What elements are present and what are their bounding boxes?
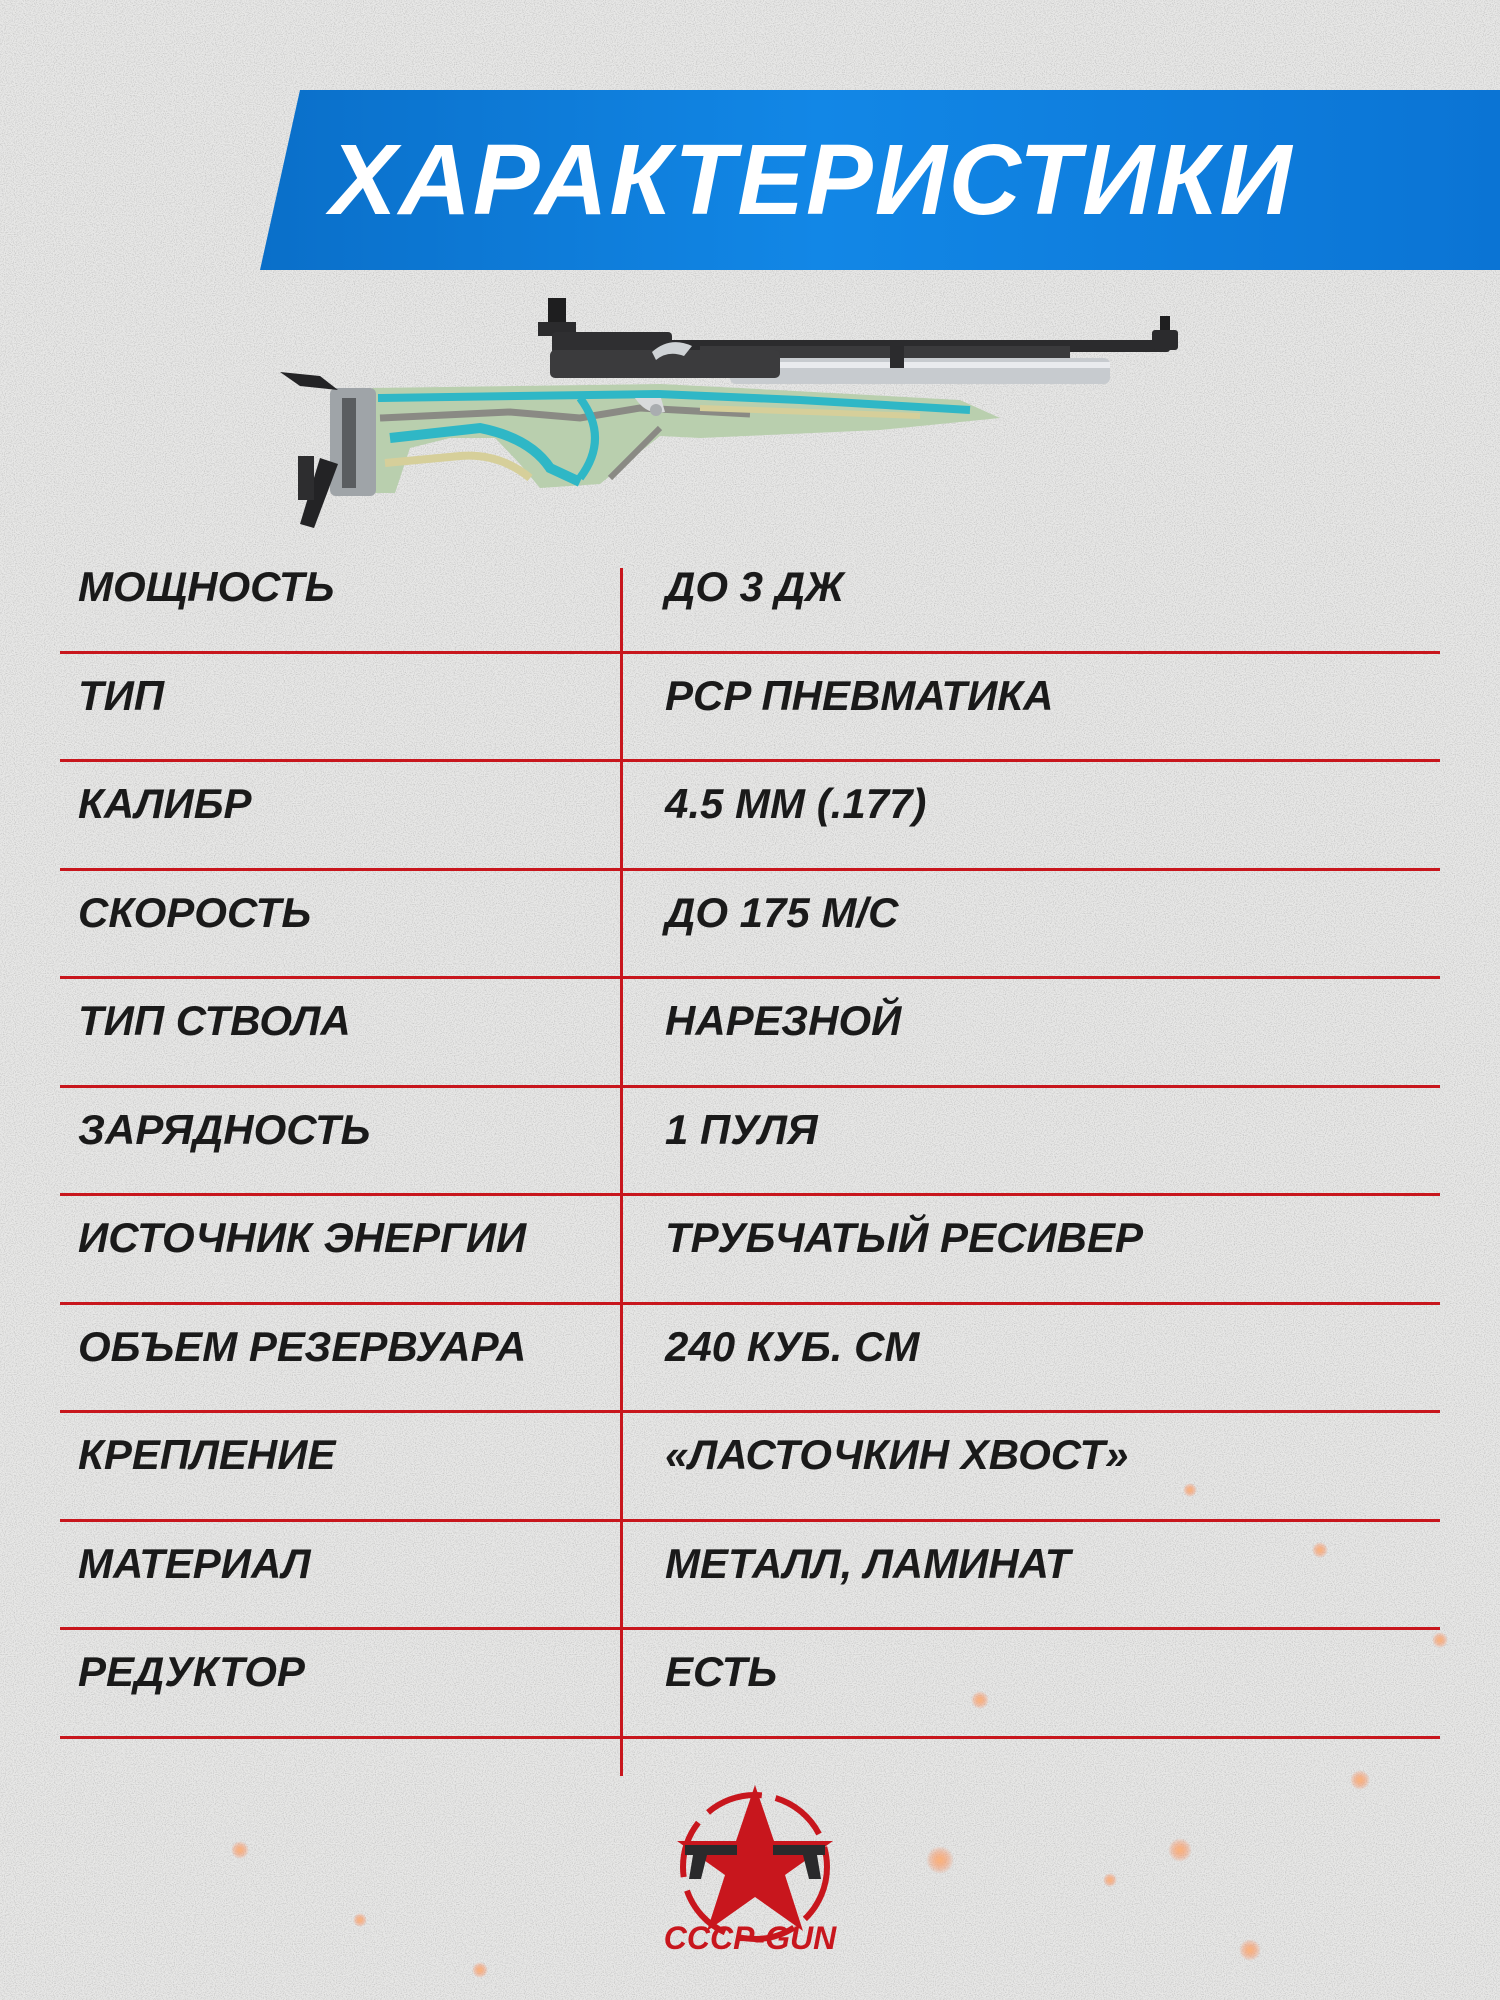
spec-label: ЗАРЯДНОСТЬ (78, 1105, 371, 1153)
spec-value: 4.5 ММ (.177) (665, 780, 927, 827)
spec-value: МЕТАЛЛ, ЛАМИНАТ (665, 1539, 1071, 1587)
spec-value: ЕСТЬ (665, 1648, 778, 1695)
spec-label: ТИП (78, 671, 165, 719)
spec-row-capacity (60, 1088, 1440, 1197)
spec-row-reducer (60, 1630, 1440, 1739)
spec-row-barrel-type (60, 979, 1440, 1088)
air-rifle-image (280, 288, 1220, 543)
spec-label: МОЩНОСТЬ (78, 563, 335, 610)
spec-value: 240 КУБ. СМ (665, 1322, 920, 1370)
spec-value: ДО 175 М/С (665, 888, 899, 936)
spec-value: ТРУБЧАТЫЙ РЕСИВЕР (665, 1214, 1143, 1261)
brand-logo-text: СССР-GUN (663, 1920, 837, 1956)
spec-value: PCP ПНЕВМАТИКА (665, 671, 1054, 719)
spec-row-speed (60, 871, 1440, 980)
spec-label: ТИП СТВОЛА (78, 997, 351, 1044)
specs-table (60, 545, 1440, 1739)
spec-row-energy-source (60, 1196, 1440, 1305)
spec-label: ОБЪЕМ РЕЗЕРВУАРА (78, 1322, 527, 1370)
page-title: ХАРАКТЕРИСТИКИ (330, 124, 1294, 236)
spec-value: ДО 3 ДЖ (665, 563, 844, 610)
column-divider (620, 568, 623, 1776)
spec-row-power (60, 545, 1440, 654)
spec-label: КАЛИБР (78, 780, 252, 827)
spec-row-material (60, 1522, 1440, 1631)
spec-row-caliber (60, 762, 1440, 871)
spec-row-tank-volume (60, 1305, 1440, 1414)
spec-row-type (60, 654, 1440, 763)
spec-label: ИСТОЧНИК ЭНЕРГИИ (78, 1214, 527, 1261)
spec-value: НАРЕЗНОЙ (665, 997, 902, 1044)
spec-label: СКОРОСТЬ (78, 888, 312, 936)
spec-value: 1 ПУЛЯ (665, 1105, 818, 1153)
spec-row-mount (60, 1413, 1440, 1522)
spec-value: «ЛАСТОЧКИН ХВОСТ» (665, 1431, 1129, 1478)
spec-label: РЕДУКТОР (78, 1648, 305, 1695)
spec-label: МАТЕРИАЛ (78, 1539, 311, 1587)
spec-label: КРЕПЛЕНИЕ (78, 1431, 336, 1478)
